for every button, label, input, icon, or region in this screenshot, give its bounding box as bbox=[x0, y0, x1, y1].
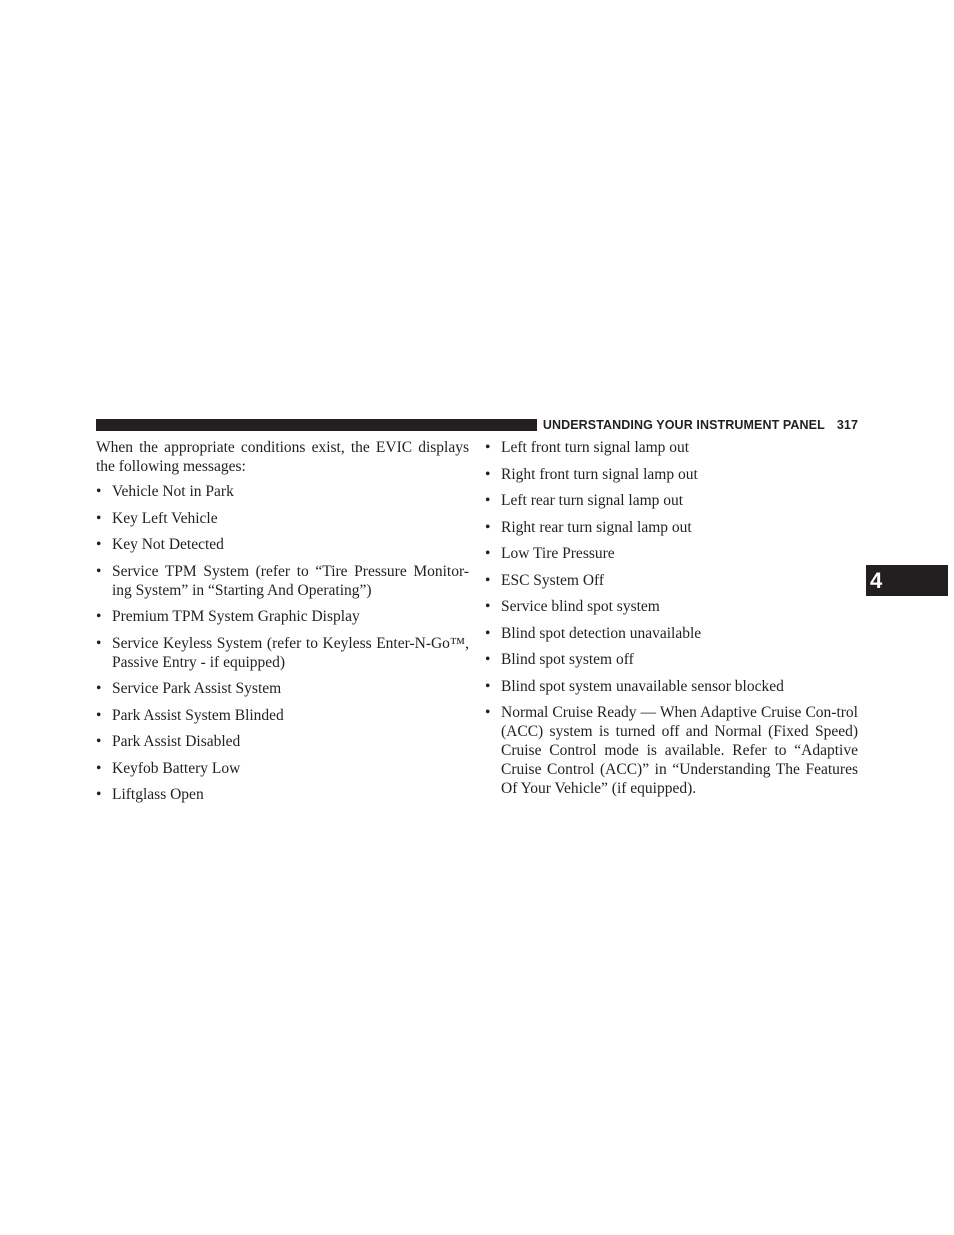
bullet-icon: • bbox=[96, 759, 102, 777]
list-item-text: ESC System Off bbox=[501, 571, 605, 589]
list-item bbox=[485, 703, 858, 798]
bullet-icon: • bbox=[485, 571, 491, 589]
list-item bbox=[485, 544, 858, 563]
bullet-icon: • bbox=[485, 465, 491, 483]
message-list-right bbox=[485, 438, 858, 798]
bullet-icon: • bbox=[485, 439, 491, 456]
list-item bbox=[485, 491, 858, 510]
left-column bbox=[96, 438, 469, 812]
bullet-icon: • bbox=[96, 536, 102, 553]
bullet-icon: • bbox=[96, 483, 102, 500]
list-item bbox=[96, 509, 469, 528]
bullet-icon: • bbox=[485, 545, 491, 562]
list-item bbox=[96, 562, 469, 600]
bullet-icon: • bbox=[485, 492, 491, 509]
list-item-text: Low Tire Pressure bbox=[501, 545, 615, 562]
list-item-text: Normal Cruise Ready — When Adaptive Cruise Con-trol (ACC) system is turned off and Normal (Fixed Speed) Cruise Control mode is available. Refer to “Adaptive Cruise Control (ACC)” in “Understanding The Features Of Your Vehicle” (if equipped). bbox=[501, 704, 858, 797]
list-item-text: Right rear turn signal lamp out bbox=[501, 518, 692, 536]
bullet-icon: • bbox=[485, 598, 491, 615]
list-item-text: Vehicle Not in Park bbox=[112, 483, 234, 500]
bullet-icon: • bbox=[96, 509, 102, 527]
list-item bbox=[96, 679, 469, 698]
header-rule bbox=[96, 419, 537, 431]
list-item-text: Left front turn signal lamp out bbox=[501, 439, 690, 456]
list-item-text: Service TPM System (refer to “Tire Pressure Monitor-ing System” in “Starting And Operating”) bbox=[112, 562, 469, 599]
bullet-icon: • bbox=[96, 634, 102, 652]
bullet-icon: • bbox=[96, 733, 102, 750]
list-item-text: Service blind spot system bbox=[501, 598, 660, 615]
running-header bbox=[542, 417, 858, 433]
list-item bbox=[96, 785, 469, 804]
bullet-icon: • bbox=[96, 608, 102, 625]
list-item-text: Right front turn signal lamp out bbox=[501, 465, 698, 483]
bullet-icon: • bbox=[485, 651, 491, 668]
right-column bbox=[485, 438, 858, 806]
list-item bbox=[485, 571, 858, 590]
bullet-icon: • bbox=[485, 677, 491, 695]
list-item-text: Key Left Vehicle bbox=[112, 509, 218, 527]
list-item bbox=[485, 518, 858, 537]
bullet-icon: • bbox=[96, 562, 102, 580]
bullet-icon: • bbox=[485, 704, 491, 721]
list-item bbox=[485, 677, 858, 696]
list-item bbox=[485, 624, 858, 643]
bullet-icon: • bbox=[485, 624, 491, 642]
list-item bbox=[485, 465, 858, 484]
list-item bbox=[96, 706, 469, 725]
list-item-text: Service Park Assist System bbox=[112, 680, 282, 697]
list-item bbox=[96, 634, 469, 672]
list-item bbox=[485, 438, 858, 457]
list-item-text: Park Assist Disabled bbox=[112, 733, 241, 750]
list-item-text: Premium TPM System Graphic Display bbox=[112, 608, 360, 625]
list-item-text: Park Assist System Blinded bbox=[112, 706, 284, 724]
list-item bbox=[485, 597, 858, 616]
list-item bbox=[485, 650, 858, 669]
bullet-icon: • bbox=[485, 518, 491, 536]
chapter-tab: 4 bbox=[866, 565, 948, 596]
list-item bbox=[96, 482, 469, 501]
list-item-text: Blind spot system unavailable sensor blocked bbox=[501, 677, 784, 695]
bullet-icon: • bbox=[96, 786, 102, 803]
bullet-icon: • bbox=[96, 680, 102, 697]
list-item-text: Service Keyless System (refer to Keyless Enter-N-Go™, Passive Entry - if equipped) bbox=[112, 634, 469, 671]
message-list-left bbox=[96, 482, 469, 804]
list-item-text: Blind spot system off bbox=[501, 651, 634, 668]
list-item-text: Key Not Detected bbox=[112, 536, 224, 553]
list-item bbox=[96, 535, 469, 554]
intro-paragraph: When the appropriate conditions exist, the EVIC displays the following messages: bbox=[96, 439, 469, 475]
page-number: 317 bbox=[836, 418, 858, 432]
section-title: UNDERSTANDING YOUR INSTRUMENT PANEL bbox=[542, 418, 825, 432]
list-item bbox=[96, 759, 469, 778]
list-item bbox=[96, 732, 469, 751]
list-item-text: Blind spot detection unavailable bbox=[501, 624, 702, 642]
list-item-text: Keyfob Battery Low bbox=[112, 759, 241, 777]
bullet-icon: • bbox=[96, 706, 102, 724]
list-item bbox=[96, 607, 469, 626]
list-item-text: Left rear turn signal lamp out bbox=[501, 492, 684, 509]
list-item-text: Liftglass Open bbox=[112, 786, 204, 803]
